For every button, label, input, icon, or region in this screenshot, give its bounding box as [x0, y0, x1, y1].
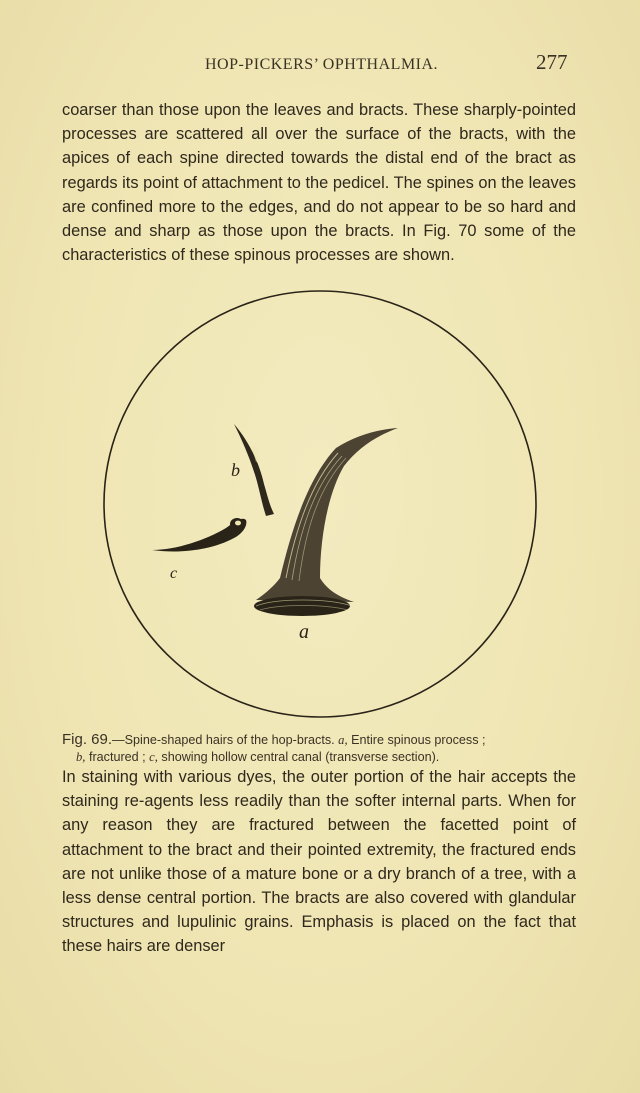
body-paragraph-1: coarser than those upon the leaves and bracts. These sharply-pointed processes are scattered all over the surface of the bracts, with the apices of each spine directed towards the distal end of the bract as regards its point of attachment to the pedicel. The spines on the leaves are confined more to the edges, and do not appear to be so hard and dense and sharp as those upon the bracts. In Fig. 70 some of the characteristics of these spinous processes are shown. — [62, 101, 576, 265]
label-a: a — [299, 621, 309, 643]
figure-69-illustration — [96, 288, 546, 724]
spine-b-drawing — [234, 424, 274, 516]
caption-c-letter: c, — [149, 750, 158, 764]
label-c: c — [170, 565, 178, 582]
running-head: HOP-PICKERS’ OPHTHALMIA. — [205, 56, 439, 73]
caption-a-text: Entire spinous process ; — [347, 733, 486, 747]
caption-line-2 — [62, 749, 578, 766]
caption-fig-label: Fig. 69. — [62, 731, 113, 748]
body-paragraph-2: In staining with various dyes, the outer portion of the hair accepts the staining re-agents less readily than the softer internal parts. When for any reason they are fractured between the facetted point of attachment to the bract and their pointed extremity, the fractured ends are not unlike those of a mature bone or a dry branch of a tree, with a less dense central portion. The bracts are also covered with glandular structures and lupulinic grains. Emphasis is placed on the fact that these hairs are denser — [62, 768, 576, 956]
caption-text-1: —Spine-shaped hairs of the hop-bracts. — [112, 733, 335, 747]
caption-b-text: fractured ; — [85, 750, 146, 764]
spine-a-drawing — [254, 428, 398, 616]
caption-a-letter: a, — [338, 733, 348, 747]
page-number: 277 — [536, 50, 568, 74]
spine-c-drawing — [152, 518, 246, 552]
figure-caption — [62, 731, 578, 766]
caption-c-text: showing hollow central canal (transverse section). — [157, 750, 440, 764]
caption-b-letter: b, — [76, 750, 86, 764]
label-b: b — [231, 460, 240, 480]
